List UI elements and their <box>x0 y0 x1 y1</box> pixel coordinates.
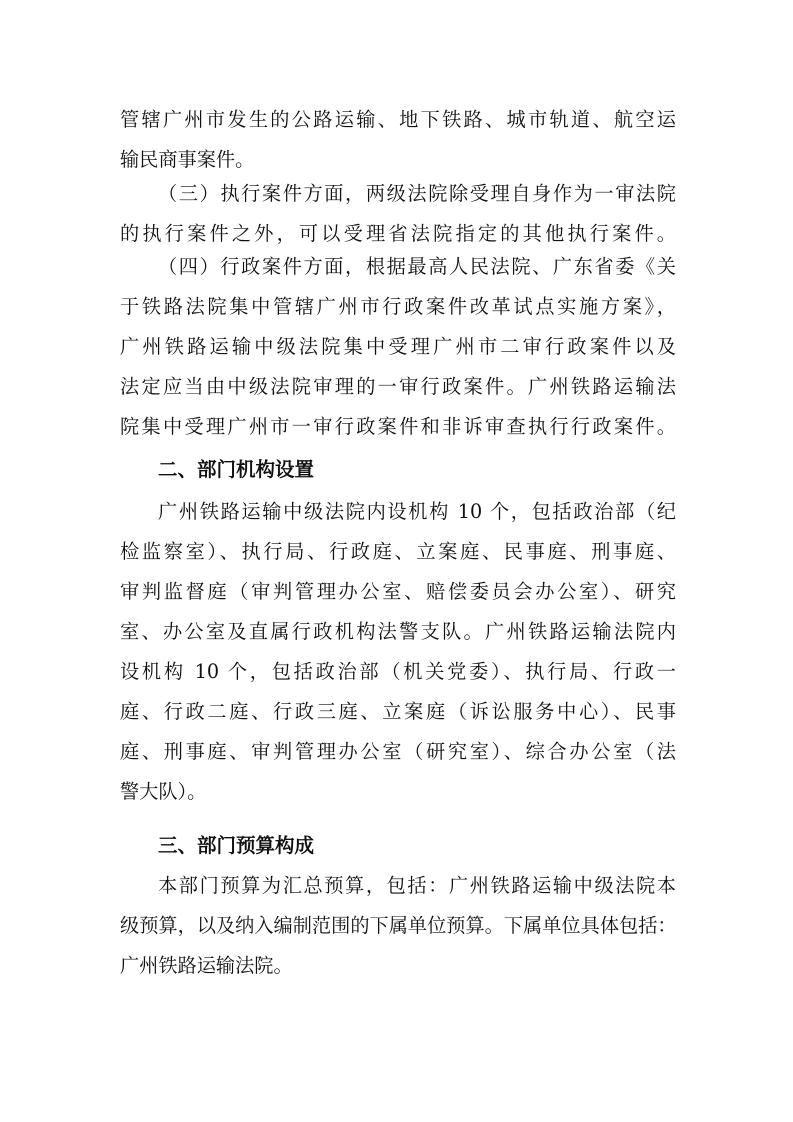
text-line: 院集中受理广州市一审行政案件和非诉审查执行行政案件。 <box>120 415 676 438</box>
text-line: 级预算，以及纳入编制范围的下属单位预算。下属单位具体包括： <box>120 914 676 937</box>
section-heading-department-structure: 二、部门机构设置 <box>158 458 315 481</box>
text-line: 庭、行政二庭、行政三庭、立案庭（诉讼服务中心）、民事 <box>120 700 676 723</box>
text-line: （三）执行案件方面，两级法院除受理自身作为一审法院 <box>158 182 676 205</box>
text-line: 警大队）。 <box>120 780 207 803</box>
text-line: 于铁路法院集中管辖广州市行政案件改革试点实施方案》， <box>120 295 676 318</box>
text-line: 设机构 10 个，包括政治部（机关党委）、执行局、行政一 <box>120 660 676 683</box>
text-line: 的执行案件之外，可以受理省法院指定的其他执行案件。 <box>120 222 676 245</box>
text-line: 输民商事案件。 <box>120 148 255 171</box>
text-line: 检监察室）、执行局、行政庭、立案庭、民事庭、刑事庭、 <box>120 540 676 563</box>
text-line: 广州铁路运输法院。 <box>120 954 293 977</box>
text-line: 法定应当由中级法院审理的一审行政案件。广州铁路运输法 <box>120 375 676 398</box>
text-line: （四）行政案件方面，根据最高人民法院、广东省委《关 <box>158 255 676 278</box>
paragraph-budget-composition <box>120 866 676 986</box>
section-heading-budget-composition: 三、部门预算构成 <box>158 834 315 857</box>
text-line: 室、办公室及直属行政机构法警支队。广州铁路运输法院内 <box>120 620 676 643</box>
text-line: 管辖广州市发生的公路运输、地下铁路、城市轨道、航空运 <box>120 108 676 131</box>
text-line: 审判监督庭（审判管理办公室、赔偿委员会办公室）、研究 <box>120 580 676 603</box>
paragraph-internal-structure <box>120 492 676 812</box>
text-line: 本部门预算为汇总预算，包括：广州铁路运输中级法院本 <box>158 874 676 897</box>
paragraph-execution-cases <box>120 174 676 254</box>
text-line: 广州铁路运输中级法院内设机构 10 个，包括政治部（纪 <box>158 500 676 523</box>
paragraph-case-jurisdiction <box>120 100 676 180</box>
paragraph-administrative-cases <box>120 247 676 447</box>
text-line: 庭、刑事庭、审判管理办公室（研究室）、综合办公室（法 <box>120 740 676 763</box>
text-line: 广州铁路运输中级法院集中受理广州市二审行政案件以及 <box>120 335 676 358</box>
